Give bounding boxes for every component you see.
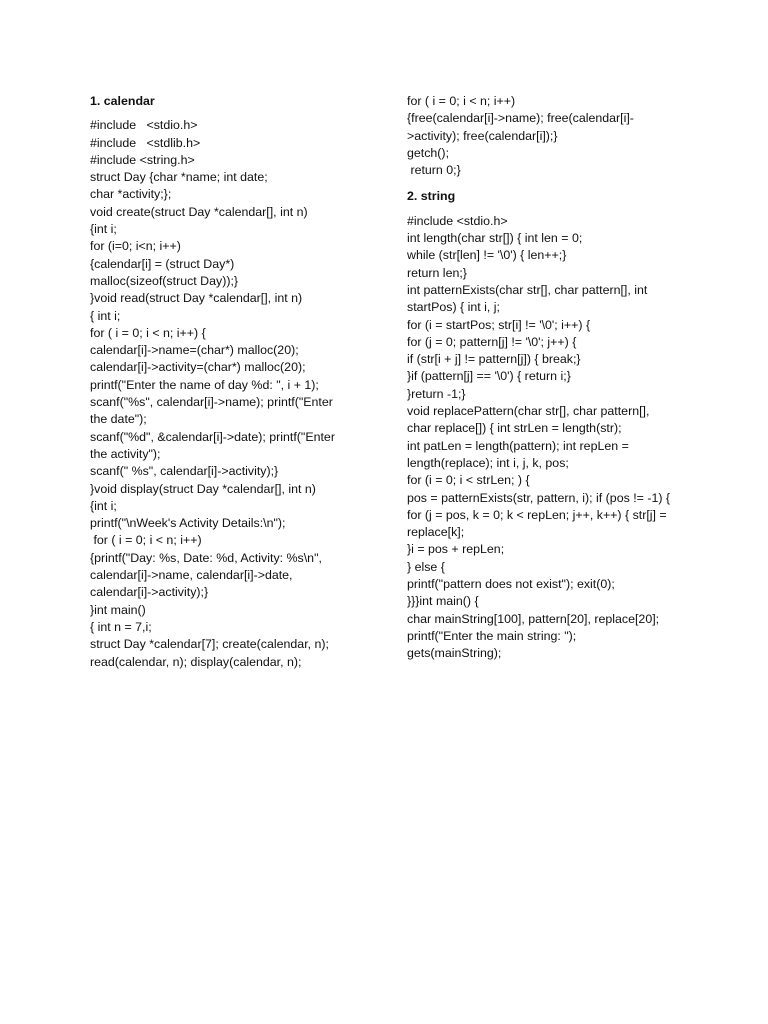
code-line: for (j = 0; pattern[j] != '\0'; j++) { [407, 334, 577, 349]
code-line: int patLen = length(pattern); int repLen = [407, 438, 629, 453]
code-line: char *activity;}; [90, 187, 172, 202]
spacer [407, 179, 707, 188]
left-column [90, 93, 380, 671]
code-line: scanf("%s", calendar[i]->name); printf("Enter [90, 395, 333, 410]
code-line: void create(struct Day *calendar[], int n) [90, 204, 308, 219]
code-line: }return -1;} [407, 386, 466, 401]
code-line: { int i; [90, 308, 121, 323]
code-line: printf("Enter the name of day %d: ", i + 1); [90, 377, 319, 392]
code-line: #include <stdio.h> [90, 118, 198, 133]
code-line: {free(calendar[i]->name); free(calendar[i]- [407, 111, 634, 126]
code-line: #include <stdlib.h> [90, 135, 201, 150]
code-line: length(replace); int i, j, k, pos; [407, 455, 569, 470]
section-heading-calendar: 1. calendar [90, 94, 155, 108]
code-line: malloc(sizeof(struct Day));} [90, 273, 239, 288]
code-line: calendar[i]->activity=(char*) malloc(20); [90, 360, 306, 375]
code-line: {int i; [90, 222, 117, 237]
code-line: read(calendar, n); display(calendar, n); [90, 654, 302, 669]
code-line: for (i = startPos; str[i] != '\0'; i++) { [407, 317, 591, 332]
right-column [407, 93, 707, 663]
code-line: for (j = pos, k = 0; k < repLen; j++, k++) { str[j] = [407, 507, 667, 522]
code-line: struct Day {char *name; int date; [90, 170, 268, 185]
code-line: }}}int main() { [407, 594, 479, 609]
code-line: the date"); [90, 412, 147, 427]
code-line: printf("Enter the main string: "); [407, 628, 577, 643]
code-line: }void display(struct Day *calendar[], int n) [90, 481, 316, 496]
code-line: #include <stdio.h> [407, 213, 508, 228]
code-line: scanf("%d", &calendar[i]->date); printf("Enter [90, 429, 335, 444]
code-line: for ( i = 0; i < n; i++) { [90, 325, 206, 340]
code-line: for ( i = 0; i < n; i++) [90, 533, 202, 548]
code-line: >activity); free(calendar[i]);} [407, 128, 558, 143]
section-heading-string: 2. string [407, 189, 456, 204]
code-line: {int i; [90, 498, 117, 513]
code-line: char mainString[100], pattern[20], replace[20]; [407, 611, 660, 626]
code-line: }i = pos + repLen; [407, 542, 505, 557]
calendar-code-block [90, 117, 380, 671]
code-line: #include <string.h> [90, 152, 195, 167]
code-line: while (str[len] != '\0') { len++;} [407, 248, 567, 263]
calendar-code-continuation [407, 93, 707, 179]
code-line: char replace[]) { int strLen = length(str); [407, 421, 622, 436]
code-line: printf("\nWeek's Activity Details:\n"); [90, 516, 286, 531]
code-line: struct Day *calendar[7]; create(calendar, n); [90, 637, 329, 652]
code-line: } else { [407, 559, 445, 574]
code-line: pos = patternExists(str, pattern, i); if (pos != -1) { [407, 490, 671, 505]
code-line: void replacePattern(char str[], char pattern[], [407, 404, 650, 419]
code-line: if (str[i + j] != pattern[j]) { break;} [407, 352, 581, 367]
code-line: int patternExists(char str[], char pattern[], int [407, 282, 648, 297]
code-line: calendar[i]->name, calendar[i]->date, [90, 568, 293, 583]
code-line: { int n = 7,i; [90, 619, 152, 634]
code-line: {calendar[i] = (struct Day*) [90, 256, 235, 271]
code-line: startPos) { int i, j; [407, 300, 500, 315]
code-line: {printf("Day: %s, Date: %d, Activity: %s\n", [90, 550, 322, 565]
code-line: return 0;} [407, 163, 461, 178]
code-line: int length(char str[]) { int len = 0; [407, 231, 583, 246]
code-line: }if (pattern[j] == '\0') { return i;} [407, 369, 571, 384]
code-line: the activity"); [90, 446, 161, 461]
code-line: for (i = 0; i < strLen; ) { [407, 473, 530, 488]
code-line: calendar[i]->name=(char*) malloc(20); [90, 343, 299, 358]
code-line: }int main() [90, 602, 146, 617]
code-line: scanf(" %s", calendar[i]->activity);} [90, 464, 279, 479]
code-line: for ( i = 0; i < n; i++) [407, 94, 516, 108]
code-line: replace[k]; [407, 525, 465, 540]
code-line: for (i=0; i<n; i++) [90, 239, 181, 254]
code-line: calendar[i]->activity);} [90, 585, 209, 600]
code-line: gets(mainString); [407, 646, 502, 661]
string-code-block [407, 213, 707, 663]
code-line: printf("pattern does not exist"); exit(0); [407, 577, 615, 592]
code-line: }void read(struct Day *calendar[], int n) [90, 291, 303, 306]
code-line: getch(); [407, 145, 450, 160]
code-line: return len;} [407, 265, 467, 280]
